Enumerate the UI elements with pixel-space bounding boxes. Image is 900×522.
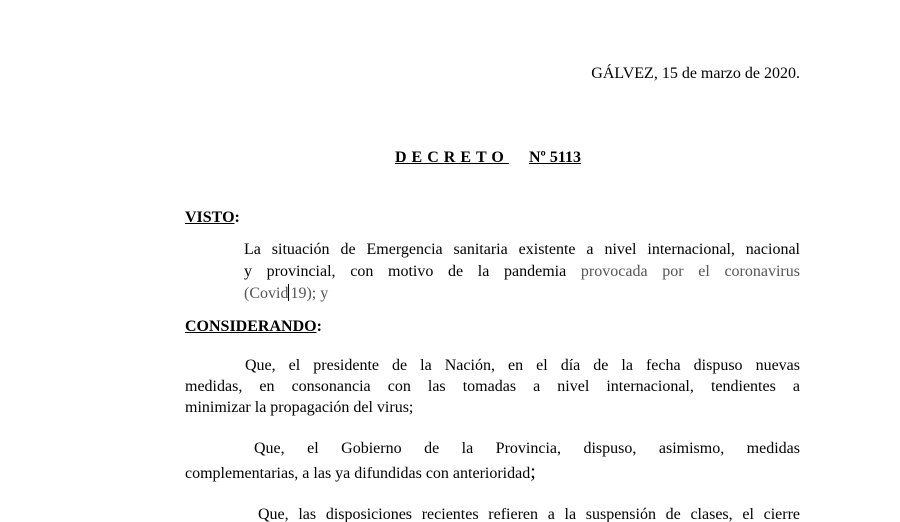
- decree-title: DECRETO: [395, 149, 509, 166]
- visto-heading: [185, 208, 240, 228]
- visto-line-2a: y provincial, con motivo de la pandemia: [244, 263, 581, 280]
- considerando-heading-text: CONSIDERANDO: [185, 318, 317, 335]
- considerando-p1-line-2: medidas, en consonancia con las tomadas a nivel internacional, tendientes a: [185, 378, 800, 395]
- visto-line-1: La situación de Emergencia sanitaria existente a nivel internacional, nacional: [244, 241, 800, 258]
- considerando-p2-semicolon: ;: [530, 461, 536, 483]
- visto-line-3a: (Covid: [244, 285, 289, 302]
- visto-line-2b: provocada por el coronavirus: [580, 263, 800, 280]
- considerando-p2-line-2: [185, 462, 536, 484]
- considerando-colon: :: [316, 318, 322, 335]
- considerando-p2-line-2-text: complementarias, a las ya difundidas con anterioridad: [185, 465, 531, 482]
- considerando-p1-line-3: minimizar la propagación del virus;: [185, 399, 414, 416]
- considerando-heading: [185, 317, 322, 337]
- considerando-p2-line-1: Que, el Gobierno de la Provincia, dispuso, asimismo, medidas: [254, 440, 800, 457]
- date-line: GÁLVEZ, 15 de marzo de 2020.: [591, 65, 800, 82]
- visto-heading-text: VISTO: [185, 209, 235, 226]
- decree-number: Nº 5113: [529, 149, 581, 166]
- visto-line-3b: 19); y: [290, 285, 329, 302]
- visto-colon: :: [234, 209, 240, 226]
- considerando-p1-line-1: Que, el presidente de la Nación, en el día de la fecha dispuso nuevas: [245, 357, 800, 374]
- considerando-p3-line-1: Que, las disposiciones recientes refieren a la suspensión de clases, el cierre: [258, 506, 800, 522]
- visto-line-2: [244, 262, 800, 282]
- visto-line-3: [244, 284, 328, 304]
